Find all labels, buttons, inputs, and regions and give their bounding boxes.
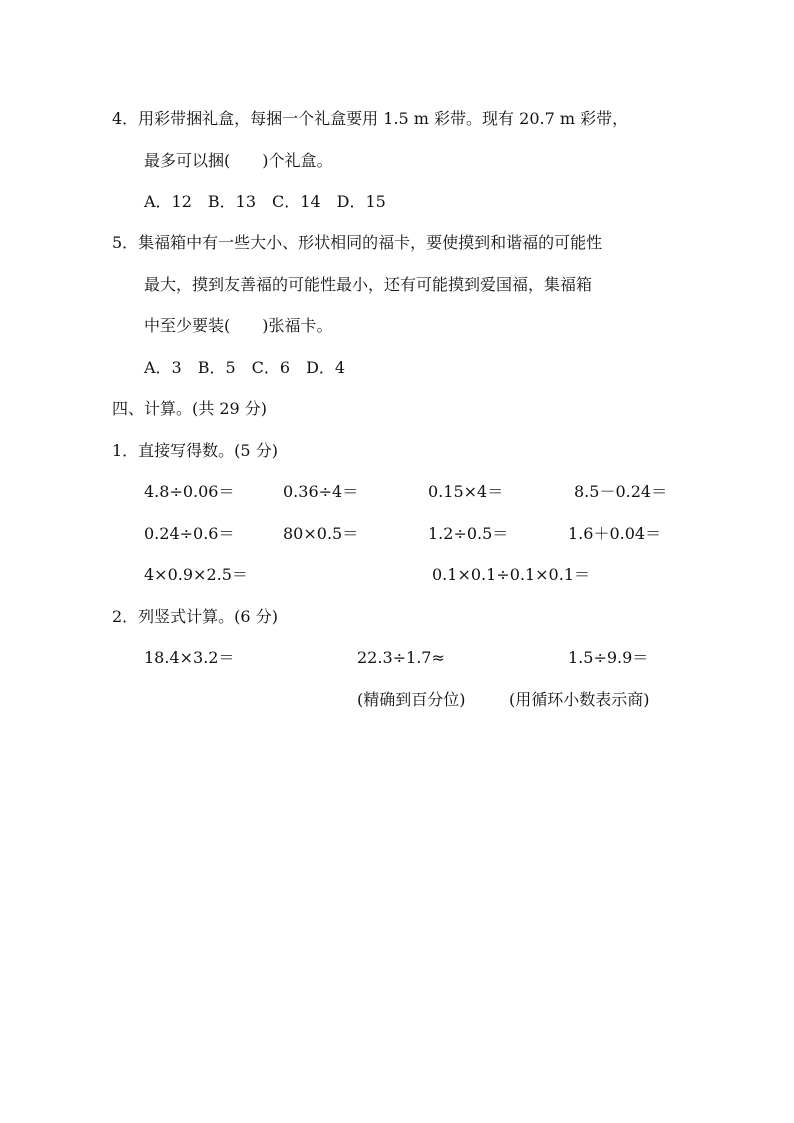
- calc-item: 1.2÷0.5＝: [428, 524, 509, 543]
- q5-line-2: 最大，摸到友善福的可能性最小，还有可能摸到爱国福，集福箱: [144, 275, 593, 294]
- q5-line-1: 5．集福箱中有一些大小、形状相同的福卡，要使摸到和谐福的可能性: [112, 233, 603, 252]
- q4-line-1: 4．用彩带捆礼盒，每捆一个礼盒要用 1.5 m 彩带。现有 20.7 m 彩带，: [112, 109, 629, 128]
- calc-item: 4×0.9×2.5＝: [144, 565, 248, 584]
- section-title: 四、计算。(共 29 分): [112, 399, 268, 418]
- part-2-title: 2．列竖式计算。(6 分): [112, 607, 278, 626]
- calc-item: 8.5－0.24＝: [574, 482, 668, 501]
- calc-item: 0.1×0.1÷0.1×0.1＝: [432, 565, 591, 584]
- calc-item: 0.15×4＝: [428, 482, 504, 501]
- part-1-title: 1．直接写得数。(5 分): [112, 441, 278, 460]
- calc-item: 80×0.5＝: [283, 524, 359, 543]
- q5-options: A．3 B．5 C．6 D．4: [144, 358, 346, 377]
- vertical-calc-item: 22.3÷1.7≈: [357, 648, 445, 667]
- vertical-calc-item: 18.4×3.2＝: [144, 648, 235, 667]
- precision-note: (精确到百分位): [357, 690, 466, 709]
- vertical-calc-item: 1.5÷9.9＝: [568, 648, 649, 667]
- q4-options: A．12 B．13 C．14 D．15: [144, 192, 386, 211]
- calc-item: 0.36÷4＝: [283, 482, 359, 501]
- q5-line-3: 中至少要装( )张福卡。: [144, 316, 333, 335]
- q4-line-2: 最多可以捆( )个礼盒。: [144, 151, 333, 170]
- calc-item: 0.24÷0.6＝: [144, 524, 235, 543]
- calc-item: 1.6＋0.04＝: [568, 524, 662, 543]
- calc-item: 4.8÷0.06＝: [144, 482, 235, 501]
- repeating-decimal-note: (用循环小数表示商): [509, 690, 650, 709]
